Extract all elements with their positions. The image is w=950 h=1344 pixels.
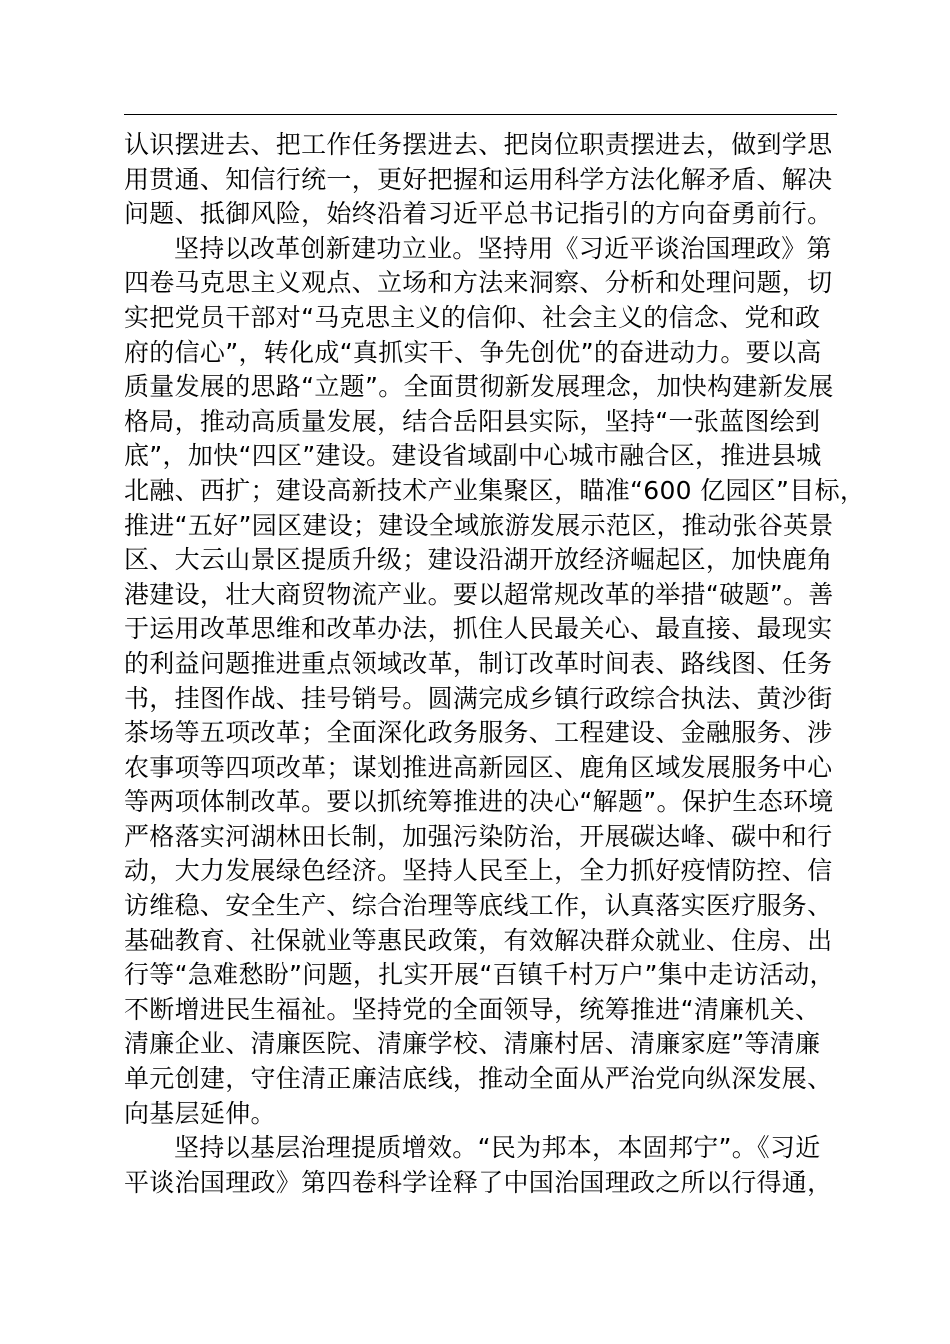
text-line: 茶场等五项改革；全面深化政务服务、工程建设、金融服务、涉 — [124, 718, 833, 748]
text-line: 访维稳、安全生产、综合治理等底线工作，认真落实医疗服务、 — [124, 891, 833, 921]
text-line: 底”，加快“四区”建设。建设省域副中心城市融合区，推进县城 — [124, 441, 822, 471]
text-line: 府的信心”，转化成“真抓实干、争先创优”的奋进动力。要以高 — [124, 337, 822, 367]
text-line: 单元创建，守住清正廉洁底线，推动全面从严治党向纵深发展、 — [124, 1064, 833, 1094]
text-line: 用贯通、知信行统一，更好把握和运用科学方法化解矛盾、解决 — [124, 164, 833, 194]
text-line: 于运用改革思维和改革办法，抓住人民最关心、最直接、最现实 — [124, 614, 833, 644]
text-line: 推进“五好”园区建设；建设全域旅游发展示范区，推动张谷英景 — [124, 510, 834, 540]
text-line: 质量发展的思路“立题”。全面贯彻新发展理念，加快构建新发展 — [124, 372, 834, 402]
text-line: 认识摆进去、把工作任务摆进去、把岗位职责摆进去，做到学思 — [124, 130, 833, 159]
text-line: 问题、抵御风险，始终沿着习近平总书记指引的方向奋勇前行。 — [124, 199, 833, 229]
text-line: 四卷马克思主义观点、立场和方法来洞察、分析和处理问题，切 — [124, 268, 833, 298]
text-line: 实把党员干部对“马克思主义的信仰、社会主义的信念、党和政 — [124, 302, 821, 332]
text-line: 行等“急难愁盼”问题，扎实开展“百镇千村万户”集中走访活动， — [124, 960, 835, 990]
text-line: 等两项体制改革。要以抓统筹推进的决心“解题”。保护生态环境 — [124, 787, 834, 817]
text-line: 北融、西扩；建设高新技术产业集聚区，瞄准“600 亿园区”目标， — [124, 475, 866, 505]
text-line: 平谈治国理政》第四卷科学诠释了中国治国理政之所以行得通， — [124, 1167, 833, 1197]
text-line: 坚持以改革创新建功立业。坚持用《习近平谈治国理政》第 — [174, 233, 832, 263]
text-line: 向基层延伸。 — [124, 1098, 276, 1128]
text-line: 动，大力发展绿色经济。坚持人民至上，全力抓好疫情防控、信 — [124, 856, 833, 886]
text-line: 区、大云山景区提质升级；建设沿湖开放经济崛起区，加快鹿角 — [124, 545, 833, 575]
text-line: 清廉企业、清廉医院、清廉学校、清廉村居、清廉家庭”等清廉 — [124, 1029, 821, 1059]
text-line: 坚持以基层治理提质增效。“民为邦本，本固邦宁”。《习近 — [174, 1133, 821, 1163]
text-line: 基础教育、社保就业等惠民政策，有效解决群众就业、住房、出 — [124, 925, 833, 955]
header-rule — [124, 114, 837, 115]
text-line: 农事项等四项改革；谋划推进高新园区、鹿角区域发展服务中心 — [124, 752, 833, 782]
document-body — [124, 128, 864, 1200]
text-line: 的利益问题推进重点领域改革，制订改革时间表、路线图、任务 — [124, 648, 833, 678]
text-line: 不断增进民生福祉。坚持党的全面领导，统筹推进“清廉机关、 — [124, 994, 821, 1024]
text-line: 严格落实河湖林田长制，加强污染防治，开展碳达峰、碳中和行 — [124, 821, 833, 851]
text-line: 港建设，壮大商贸物流产业。要以超常规改革的举措“破题”。善 — [124, 579, 834, 609]
text-line: 格局，推动高质量发展，结合岳阳县实际，坚持“一张蓝图绘到 — [124, 406, 821, 436]
text-line: 书，挂图作战、挂号销号。圆满完成乡镇行政综合执法、黄沙街 — [124, 683, 833, 713]
